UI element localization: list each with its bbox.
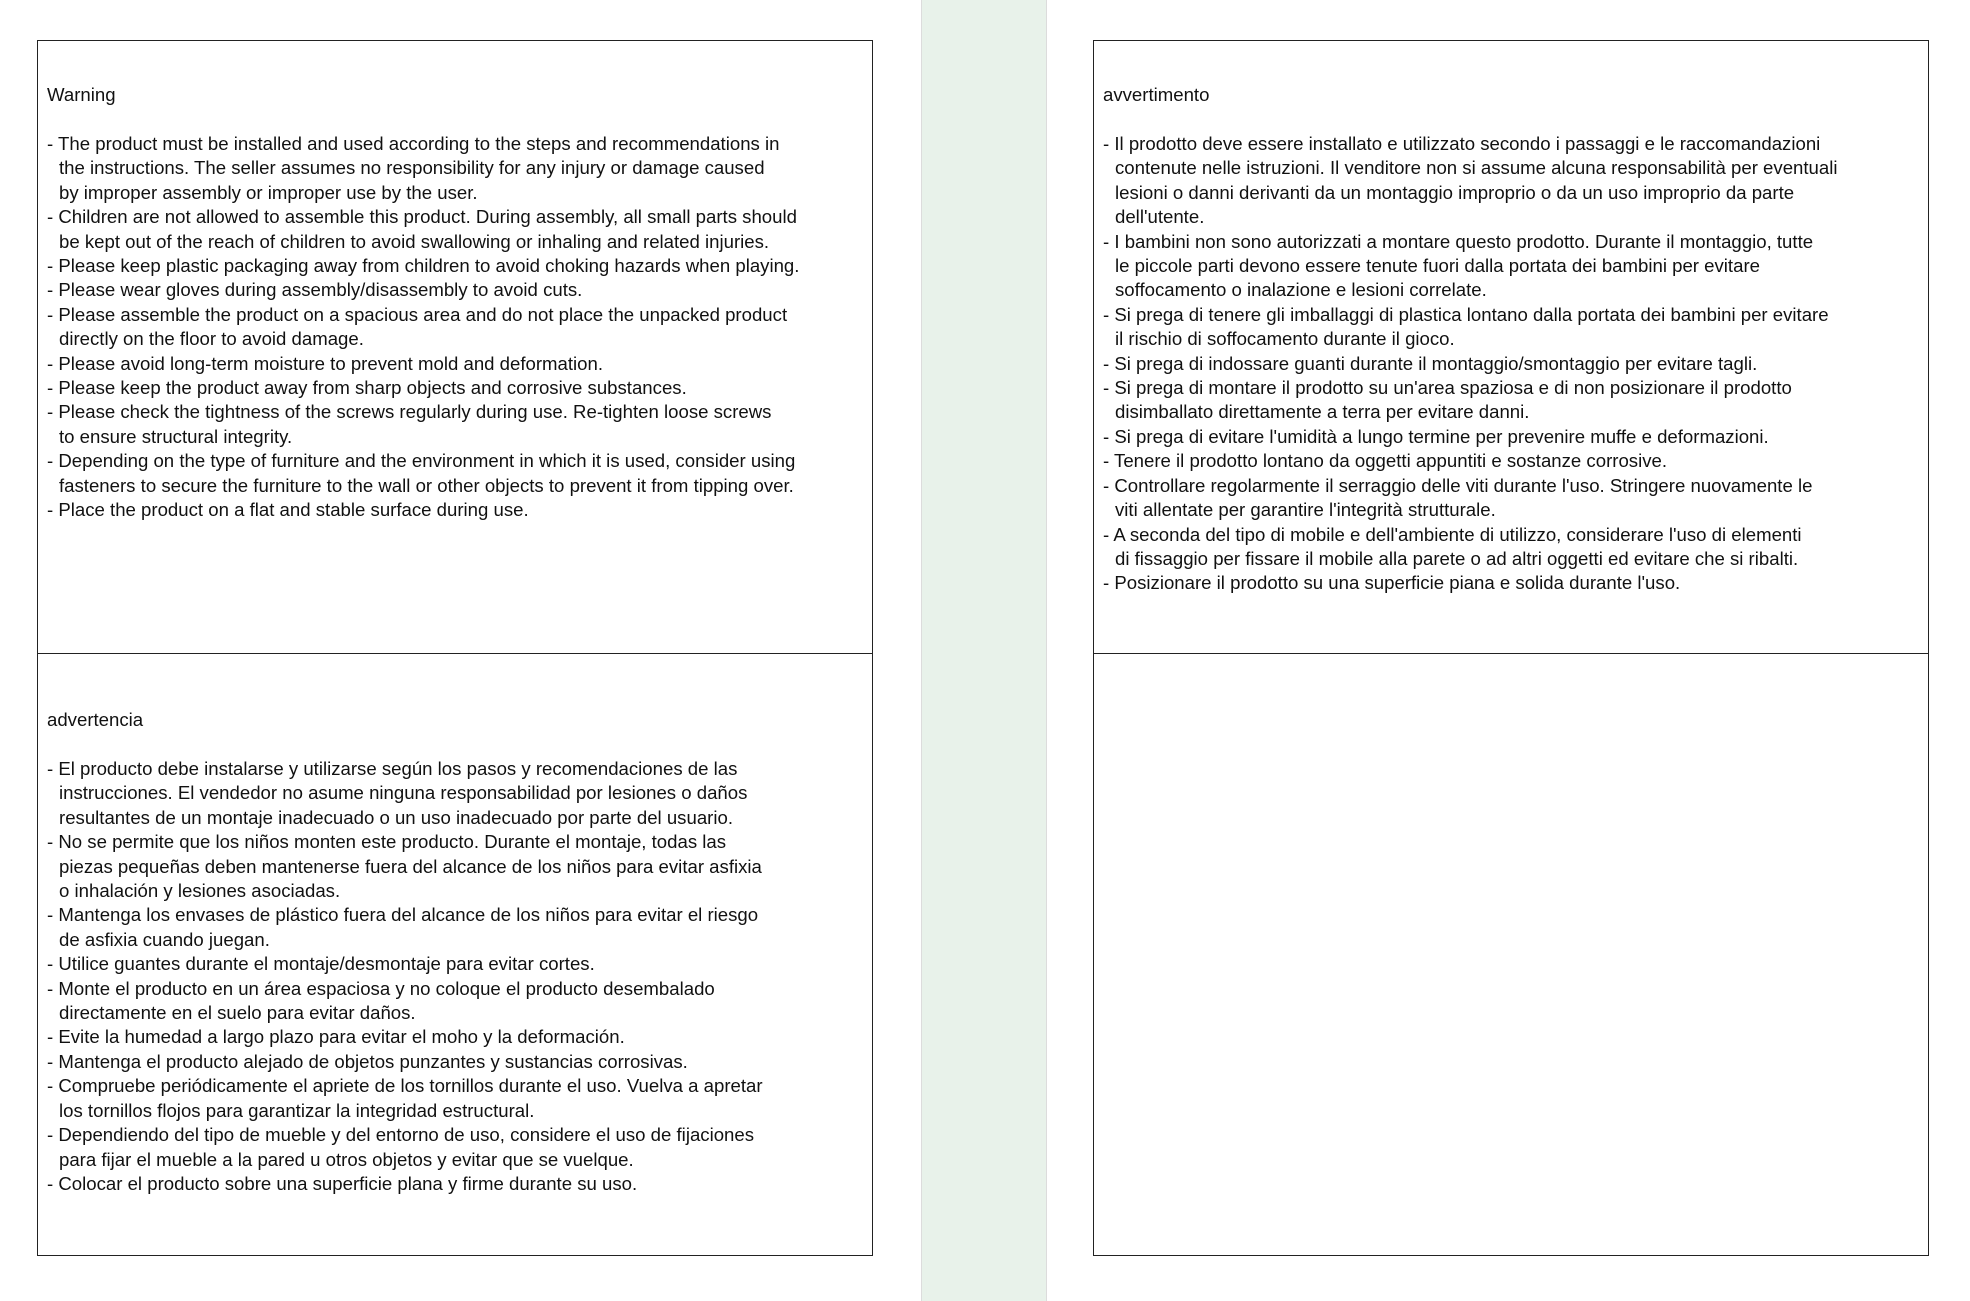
list-item: - Dependiendo del tipo de mueble y del entorno de uso, considere el uso de fijaciones para fijar el mueble a la pared u otros objetos y evitar que se vuelque. — [47, 1124, 755, 1170]
list-item: - Depending on the type of furniture and the environment in which it is used, consider using fasteners to secure the furniture to the wall or other objects to prevent it from tipping over. — [47, 450, 796, 496]
list-item: - Please keep plastic packaging away from children to avoid choking hazards when playing. — [47, 255, 800, 277]
section-heading: Warning — [47, 84, 116, 105]
list-item: - Evite la humedad a largo plazo para evitar el moho y la deformación. — [47, 1026, 625, 1048]
list-item: - Si prega di tenere gli imballaggi di plastica lontano dalla portata dei bambini per evitare il rischio di soffocamento durante il gioco. — [1103, 303, 1829, 350]
warning-section-english — [38, 41, 872, 653]
warning-list — [1103, 132, 1920, 596]
list-item: - No se permite que los niños monten este producto. Durante el montaje, todas las piezas pequeñas deben mantenerse fuera del alcance de los niños para evitar asfixia o inhalación y lesiones asociadas. — [47, 831, 762, 902]
list-item: - A seconda del tipo di mobile e dell'ambiente di utilizzo, considerare l'uso di elementi di fissaggio per fissare il mobile alla parete o ad altri oggetti ed evitare che si ribalti. — [1103, 523, 1802, 569]
list-item: - Si prega di montare il prodotto su un'area spaziosa e di non posizionare il prodotto disimballato direttamente a terra per evitare danni. — [1103, 377, 1792, 423]
warning-section-italian — [1094, 41, 1928, 653]
list-item: - Please avoid long-term moisture to prevent mold and deformation. — [47, 352, 604, 374]
warning-section-spanish — [38, 653, 872, 1255]
warning-list — [47, 132, 864, 523]
list-item: - Mantenga los envases de plástico fuera del alcance de los niños para evitar el riesgo de asfixia cuando juegan. — [47, 904, 759, 950]
list-item: - I bambini non sono autorizzati a montare questo prodotto. Durante il montaggio, tutte le piccole parti devono essere tenute fuori dalla portata dei bambini per evitare soffocamento o inalazione e lesioni correlate. — [1103, 230, 1814, 301]
list-item: - Tenere il prodotto lontano da oggetti appuntiti e sostanze corrosive. — [1103, 450, 1668, 472]
section-heading: advertencia — [47, 709, 144, 730]
list-item: - Mantenga el producto alejado de objetos punzantes y sustancias corrosivas. — [47, 1050, 688, 1072]
list-item: - Si prega di indossare guanti durante il montaggio/smontaggio per evitare tagli. — [1103, 352, 1758, 374]
warning-list — [47, 757, 864, 1196]
section-heading: avvertimento — [1103, 84, 1210, 105]
list-item: - Children are not allowed to assemble this product. During assembly, all small parts should be kept out of the reach of children to avoid swallowing or inhaling and related injuries. — [47, 206, 797, 252]
list-item: - The product must be installed and used according to the steps and recommendations in the instructions. The seller assumes no responsibility for any injury or damage caused by improper assembly or improper use by the user. — [47, 133, 780, 203]
list-item: - Monte el producto en un área espaciosa y no coloque el producto desembalado directamente en el suelo para evitar daños. — [47, 977, 715, 1024]
empty-section — [1094, 653, 1928, 1255]
list-item: - Posizionare il prodotto su una superficie piana e solida durante l'uso. — [1103, 572, 1681, 594]
list-item: - Please assemble the product on a spacious area and do not place the unpacked product directly on the floor to avoid damage. — [47, 303, 788, 350]
list-item: - Controllare regolarmente il serraggio delle viti durante l'uso. Stringere nuovamente le viti allentate per garantire l'integrità strutturale. — [1103, 474, 1813, 521]
list-item: - Il prodotto deve essere installato e utilizzato secondo i passaggi e le raccomandazioni contenute nelle istruzioni. Il venditore non si assume alcuna responsabilità per eventuali lesioni o danni derivanti da un montaggio improprio o da un uso improprio da parte dell'utente. — [1103, 133, 1838, 228]
left-page — [37, 40, 873, 1256]
list-item: - Please check the tightness of the screws regularly during use. Re-tighten loose screws to ensure structural integrity. — [47, 401, 772, 447]
list-item: - Please wear gloves during assembly/disassembly to avoid cuts. — [47, 279, 583, 301]
list-item: - Utilice guantes durante el montaje/desmontaje para evitar cortes. — [47, 953, 595, 975]
list-item: - Si prega di evitare l'umidità a lungo termine per prevenire muffe e deformazioni. — [1103, 425, 1769, 447]
page-gutter — [921, 0, 1047, 1301]
list-item: - Colocar el producto sobre una superficie plana y firme durante su uso. — [47, 1172, 638, 1194]
list-item: - El producto debe instalarse y utilizarse según los pasos y recomendaciones de las instrucciones. El vendedor no asume ninguna responsabilidad por lesiones o daños resultantes de un montaje inadecuado o un uso inadecuado por parte del usuario. — [47, 758, 748, 828]
right-page — [1093, 40, 1929, 1256]
list-item: - Place the product on a flat and stable surface during use. — [47, 499, 529, 521]
list-item: - Please keep the product away from sharp objects and corrosive substances. — [47, 377, 687, 399]
list-item: - Compruebe periódicamente el apriete de los tornillos durante el uso. Vuelva a apretar los tornillos flojos para garantizar la integridad estructural. — [47, 1075, 763, 1121]
